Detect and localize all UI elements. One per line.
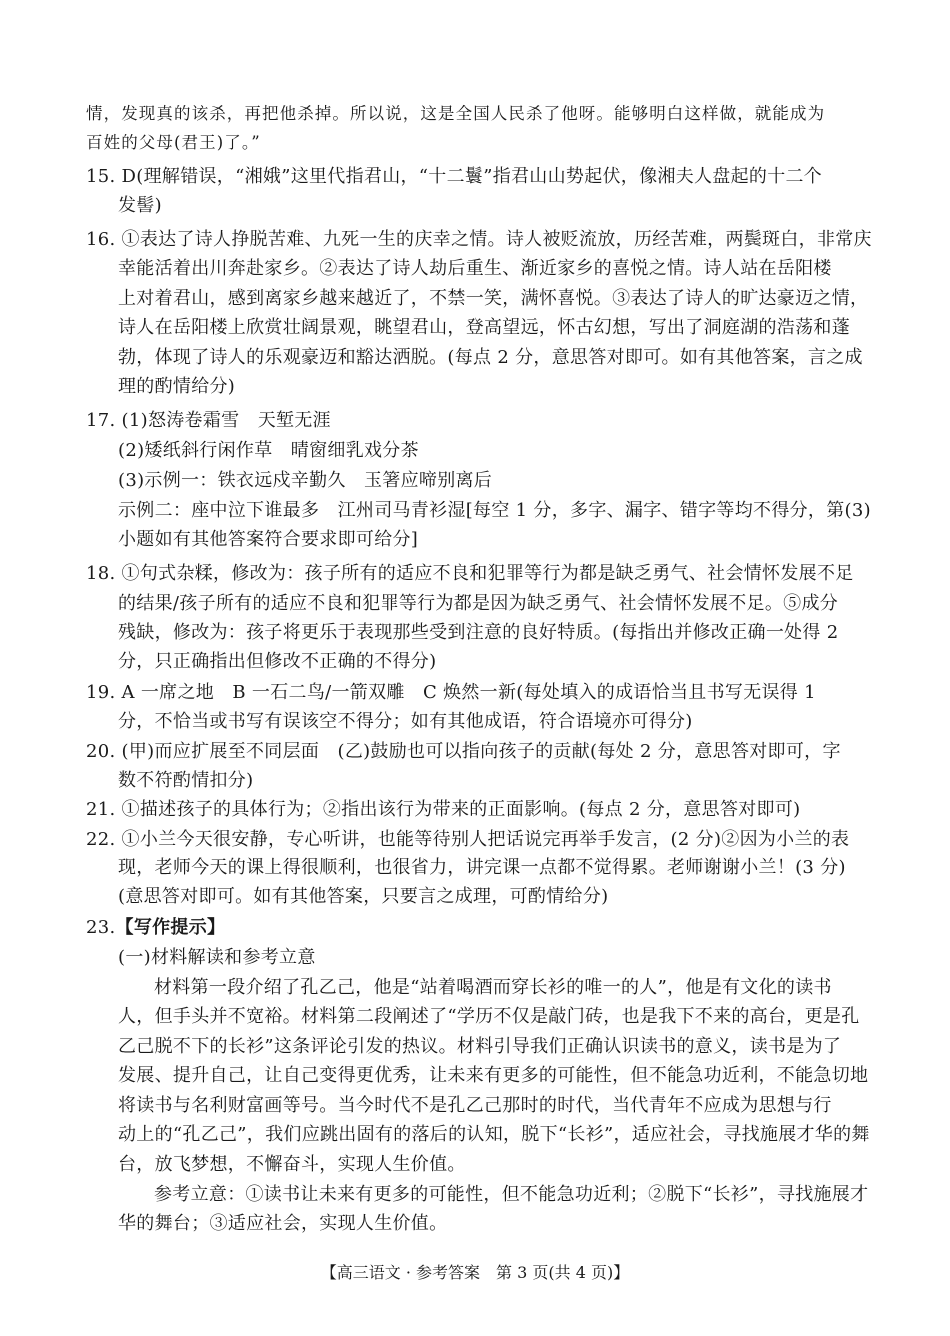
q23-para1-line-6: 动上的“孔乙己”，我们应跳出固有的落后的认知，脱下“长衫”，适应社会，寻找施展才华的舞: [118, 1124, 870, 1145]
q23-para1-line-3: 乙己脱不下的长衫”这条评论引发的热议。材料引导我们正确认识读书的意义，读书是为了: [118, 1036, 842, 1057]
q23-heading-line: [86, 913, 866, 942]
q23-para1-line-2: 人，但手头并不宽裕。材料第二段阐述了“学历不仅是敲门砖，也是我下不来的高台，更是孔: [118, 1006, 860, 1027]
page-footer: 【高三语文 · 参考答案 第 3 页(共 4 页)】: [320, 1263, 630, 1282]
q18-line-1: 18. ①句式杂糅，修改为：孩子所有的适应不良和犯罪等行为都是缺乏勇气、社会情怀发展不足: [86, 563, 854, 584]
q16-line-5: 勃，体现了诗人的乐观豪迈和豁达洒脱。(每点 2 分，意思答对即可。如有其他答案，言之成: [118, 347, 863, 368]
q16-line-2: 幸能活着出川奔赴家乡。②表达了诗人劫后重生、渐近家乡的喜悦之情。诗人站在岳阳楼: [118, 258, 832, 279]
q17-line-5: 小题如有其他答案符合要求即可给分]: [118, 529, 419, 550]
q22-line-1: 22. ①小兰今天很安静，专心听讲，也能等待别人把话说完再举手发言，(2 分)②因为小兰的表: [86, 829, 850, 850]
q22-line-3: (意思答对即可。如有其他答案，只要言之成理，可酌情给分): [118, 886, 609, 907]
intro-line-1: 情，发现真的该杀，再把他杀掉。所以说，这是全国人民杀了他呀。能够明白这样做，就能成为: [86, 104, 826, 123]
q23-para1-line-7: 台，放飞梦想，不懈奋斗，实现人生价值。: [118, 1154, 466, 1175]
q20-line-1: 20. (甲)而应扩展至不同层面 (乙)鼓励也可以指向孩子的贡献(每处 2 分，意思答对即可，字: [86, 741, 841, 762]
q23-para1-line-5: 将读书与名利财富画等号。当今时代不是孔乙己那时的时代，当代青年不应成为思想与行: [118, 1095, 832, 1116]
q18-line-3: 残缺，修改为：孩子将更乐于表现那些受到注意的良好特质。(每指出并修改正确一处得 2: [118, 622, 839, 643]
q23-para2-line-1: 参考立意：①读书让未来有更多的可能性，但不能急功近利；②脱下“长衫”，寻找施展才: [154, 1184, 869, 1205]
q16-line-6: 理的酌情给分): [118, 376, 236, 397]
q18-line-4: 分，只正确指出但修改不正确的不得分): [118, 651, 437, 672]
q20-line-2: 数不符酌情扣分): [118, 770, 254, 791]
intro-line-2: 百姓的父母(君王)了。”: [86, 133, 261, 152]
q19-line-2: 分，不恰当或书写有误该空不得分；如有其他成语，符合语境亦可得分): [118, 711, 693, 732]
q23-subheading: (一)材料解读和参考立意: [118, 947, 316, 968]
q23-para1-line-4: 发展、提升自己，让自己变得更优秀，让未来有更多的可能性，但不能急功近利，不能急切地: [118, 1065, 869, 1086]
q15-line-1: 15. D(理解错误，“湘娥”这里代指君山，“十二鬟”指君山山势起伏，像湘夫人盘起的十二个: [86, 166, 823, 187]
q22-line-2: 现，老师今天的课上得很顺利，也很省力，讲完课一点都不觉得累。老师谢谢小兰！(3 分): [118, 857, 846, 878]
q23-para1-line-1: 材料第一段介绍了孔乙己，他是“站着喝酒而穿长衫的唯一的人”，他是有文化的读书: [154, 977, 832, 998]
q23-number: 23.: [86, 917, 116, 938]
q15-line-2: 发髻): [118, 195, 162, 216]
q18-line-2: 的结果/孩子所有的适应不良和犯罪等行为都是因为缺乏勇气、社会情怀发展不足。⑤成分: [118, 593, 839, 614]
q21-line-1: 21. ①描述孩子的具体行为；②指出该行为带来的正面影响。(每点 2 分，意思答对即可): [86, 799, 801, 820]
q16-line-3: 上对着君山，感到离家乡越来越近了，不禁一笑，满怀喜悦。③表达了诗人的旷达豪迈之情，: [118, 288, 869, 309]
q23-para2-line-2: 华的舞台；③适应社会，实现人生价值。: [118, 1213, 448, 1234]
q16-line-1: 16. ①表达了诗人挣脱苦难、九死一生的庆幸之情。诗人被贬流放，历经苦难，两鬓斑白，非常庆: [86, 229, 872, 250]
q17-line-3: (3)示例一：铁衣远戍辛勤久 玉箸应啼别离后: [118, 470, 493, 491]
q19-line-1: 19. A 一席之地 B 一石二鸟/一箭双雕 C 焕然一新(每处填入的成语恰当且书写无误得 1: [86, 682, 816, 703]
q17-line-1: 17. (1)怒涛卷霜雪 天堑无涯: [86, 410, 331, 431]
q17-line-2: (2)矮纸斜行闲作草 晴窗细乳戏分茶: [118, 440, 419, 461]
q23-heading: 【写作提示】: [115, 917, 226, 938]
q16-line-4: 诗人在岳阳楼上欣赏壮阔景观，眺望君山，登高望远，怀古幻想，写出了洞庭湖的浩荡和蓬: [118, 317, 850, 338]
q17-line-4: 示例二：座中泣下谁最多 江州司马青衫湿[每空 1 分，多字、漏字、错字等均不得分，第(3): [118, 500, 871, 521]
